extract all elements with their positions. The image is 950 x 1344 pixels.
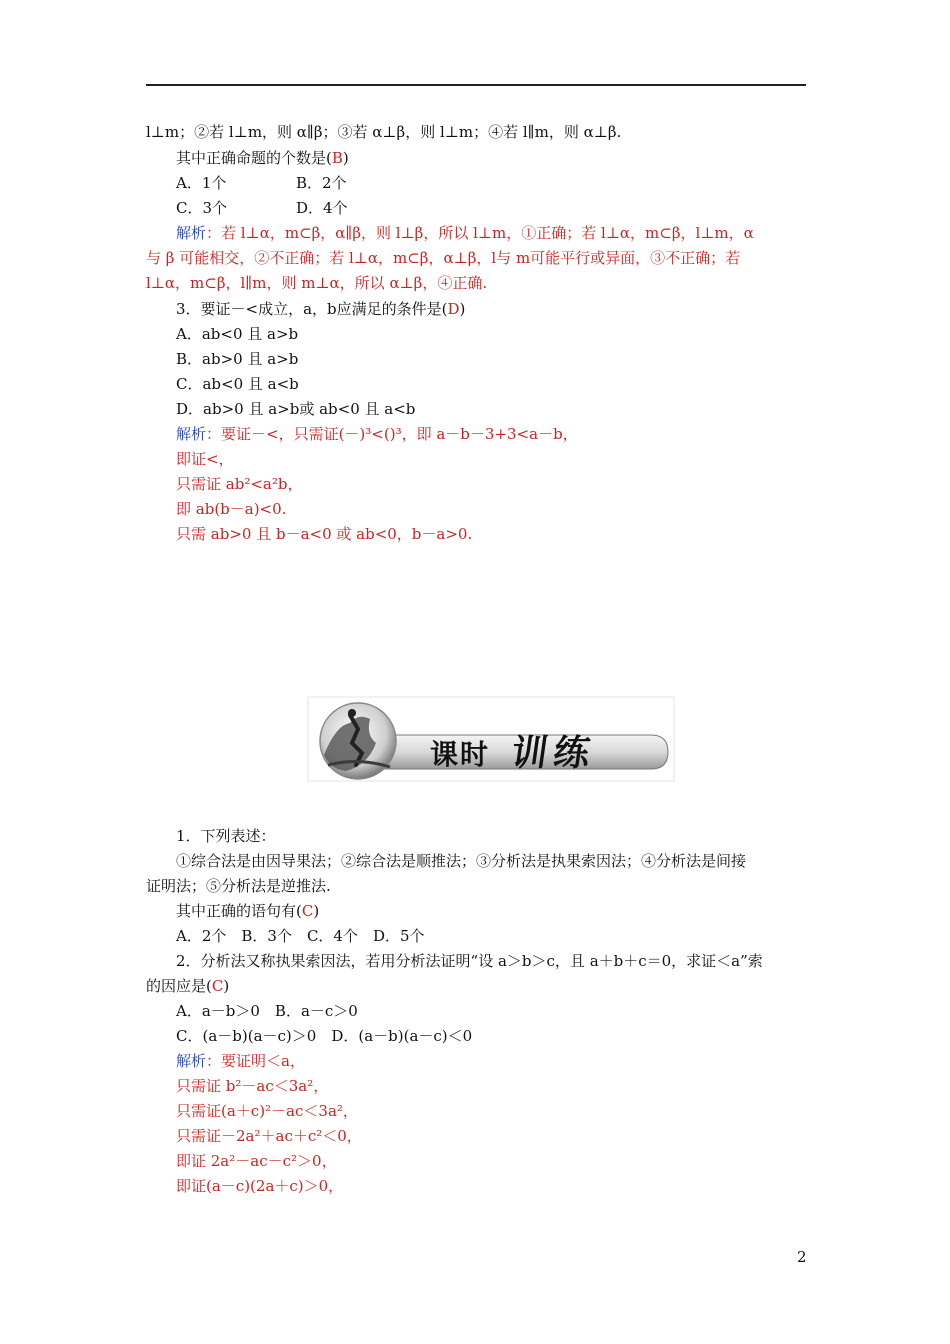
- q3-explanation-line-4: 即 ab(b－a)<0.: [176, 500, 287, 518]
- p1-line-1: ①综合法是由因导果法；②综合法是顺推法；③分析法是执果索因法；④分析法是间接: [176, 852, 747, 870]
- q2-close: ): [342, 149, 349, 167]
- page-number: 2: [797, 1248, 807, 1266]
- q3-explanation-line-5: 只需 ab>0 且 b－a<0 或 ab<0，b－a>0.: [176, 525, 473, 543]
- p2-explanation-line-6: 即证(a－c)(2a＋c)＞0，: [176, 1177, 344, 1195]
- q3-explanation-line-2: 即证<，: [176, 450, 234, 468]
- p1-ask-text: 其中正确的语句有(: [176, 902, 302, 920]
- q2-answer: B: [331, 149, 343, 167]
- line-q2-conditions: [146, 122, 621, 142]
- q3-stem-text: 3．要证－<成立，a，b应满足的条件是(: [176, 300, 448, 318]
- p2-explanation-line-2: 只需证 b²－ac＜3a²，: [176, 1077, 329, 1095]
- header-rule: [146, 84, 806, 86]
- q2-explanation-line-3: l⊥α，m⊂β，l∥m，则 m⊥α，所以 α⊥β，④正确.: [146, 274, 488, 292]
- q3-option-b: B．ab>0 且 a>b: [176, 350, 299, 368]
- banner-graphic: [306, 695, 676, 783]
- explanation-text: ：要证－<，只需证(－)³<()³，即 a－b－3+3<a－b，: [206, 425, 578, 443]
- q2-option-a: A．1个: [176, 174, 227, 192]
- q2-stem: [176, 148, 349, 168]
- p2-explanation-line-5: 即证 2a²－ac－c²＞0，: [176, 1152, 337, 1170]
- q2-explanation-line-1: [176, 223, 754, 243]
- q2-option-c: C．3个: [176, 199, 228, 217]
- text: l⊥m: [146, 123, 180, 141]
- q3-stem: [176, 299, 465, 319]
- text: ；②若 l⊥m，则 α∥β；③若 α⊥β，则 l⊥m；④若 l∥m，则 α⊥β.: [179, 123, 622, 141]
- q3-explanation-line-1: [176, 424, 578, 444]
- p2-options-2: C．(a－b)(a－c)＞0 D．(a－b)(a－c)＜0: [176, 1027, 473, 1045]
- banner-title-a: 课时: [430, 738, 491, 771]
- p1-answer: C: [301, 902, 314, 920]
- q3-answer: D: [447, 300, 460, 318]
- q3-option-d: D．ab>0 且 a>b或 ab<0 且 a<b: [176, 400, 416, 418]
- p2-close: ): [223, 977, 230, 995]
- p1-stem: 1．下列表述：: [176, 827, 276, 845]
- q3-option-a: A．ab<0 且 a>b: [176, 325, 299, 343]
- p2-line-2-text: 的因应是(: [146, 977, 212, 995]
- q2-stem-text: 其中正确命题的个数是(: [176, 149, 332, 167]
- section-banner: [306, 695, 676, 783]
- p2-options-1: A．a－b＞0 B．a－c＞0: [176, 1002, 358, 1020]
- banner-title-b: 训练: [508, 732, 599, 774]
- p1-line-2: 证明法；⑤分析法是逆推法.: [146, 877, 331, 895]
- q2-option-b: B．2个: [296, 174, 347, 192]
- q2-explanation-line-2: 与 β 可能相交，②不正确；若 l⊥α，m⊂β，α⊥β，l与 m可能平行或异面，③不正确；若: [146, 249, 741, 267]
- explanation-text: ：若 l⊥α，m⊂β，α∥β，则 l⊥β，所以 l⊥m，①正确；若 l⊥α，m⊂β，l⊥m，α: [206, 224, 754, 242]
- explanation-label: 解析: [176, 1052, 207, 1070]
- p2-line-2: [146, 976, 229, 996]
- p1-close: ): [313, 902, 320, 920]
- q3-option-c: C．ab<0 且 a<b: [176, 375, 299, 393]
- q3-explanation-line-3: 只需证 ab²<a²b，: [176, 475, 303, 493]
- p2-explanation-line-3: 只需证(a＋c)²－ac＜3a²，: [176, 1102, 358, 1120]
- explanation-label: 解析: [176, 224, 207, 242]
- p2-answer: C: [211, 977, 224, 995]
- p2-explanation-line-4: 只需证－2a²＋ac＋c²＜0，: [176, 1127, 362, 1145]
- p1-ask: [176, 901, 319, 921]
- explanation-label: 解析: [176, 425, 207, 443]
- p2-explanation-line-1: [176, 1051, 305, 1071]
- explanation-text: ：要证明＜a，: [206, 1052, 305, 1070]
- p2-line-1: 2．分析法又称执果索因法，若用分析法证明“设 a＞b＞c，且 a＋b＋c＝0，求证＜a”索: [176, 952, 763, 970]
- q3-close: ): [459, 300, 466, 318]
- q2-option-d: D．4个: [296, 199, 348, 217]
- p1-options: A．2个 B．3个 C．4个 D．5个: [176, 927, 425, 945]
